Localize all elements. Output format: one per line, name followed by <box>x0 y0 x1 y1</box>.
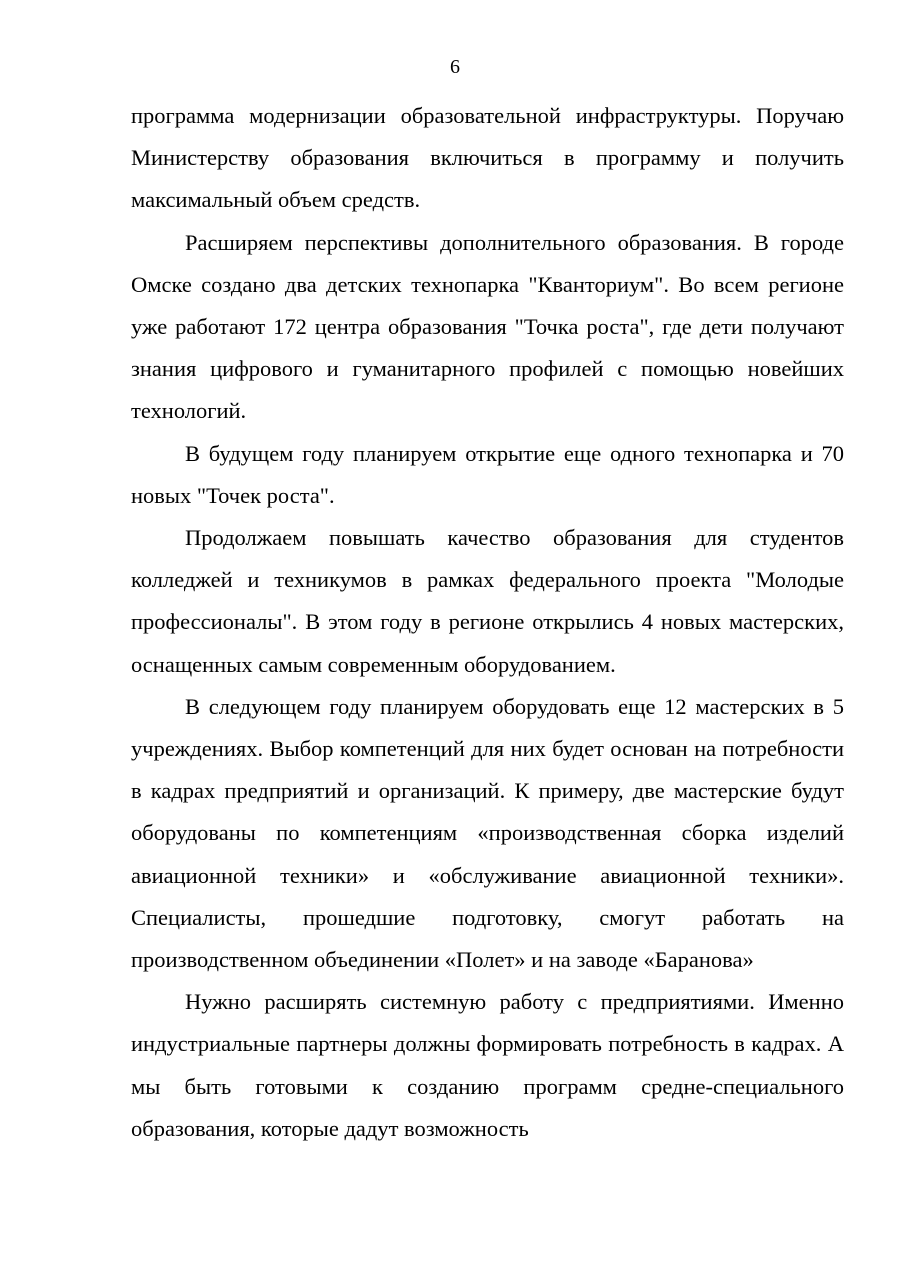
paragraph-additional-education: Расширяем перспективы дополнительного образования. В городе Омске создано два детских технопарка "Кванториум". Во всем регионе уже работают 172 центра образования "Точка роста", где дети получают знания цифрового и гуманитарного профилей с помощью новейших технологий. <box>131 229 844 424</box>
document-body <box>131 95 844 1150</box>
paragraph-next-year-technopark: В будущем году планируем открытие еще одного технопарка и 70 новых "Точек роста". <box>131 440 844 508</box>
paragraph-continuation: программа модернизации образовательной инфраструктуры. Поручаю Министерству образования включиться в программу и получить максимальный объем средств. <box>131 103 844 213</box>
paragraph-industrial-partners: Нужно расширять системную работу с предприятиями. Именно индустриальные партнеры должны формировать потребность в кадрах. А мы быть готовыми к созданию программ средне-специального образования, которые дадут возможность <box>131 989 844 1141</box>
paragraph-workshops-plan: В следующем году планируем оборудовать еще 12 мастерских в 5 учреждениях. Выбор компетенций для них будет основан на потребности в кадрах предприятий и организаций. К примеру, две мастерские будут оборудованы по компетенциям «производственная сборка изделий авиационной техники» и «обслуживание авиационной техники». Специалисты, прошедшие подготовку, смогут работать на производственном объединении «Полет» и на заводе «Баранова» <box>131 693 844 973</box>
paragraph-young-professionals: Продолжаем повышать качество образования для студентов колледжей и техникумов в рамках федерального проекта "Молодые профессионалы". В этом году в регионе открылись 4 новых мастерских, оснащенных самым современным оборудованием. <box>131 525 844 677</box>
page-number: 6 <box>450 56 460 78</box>
